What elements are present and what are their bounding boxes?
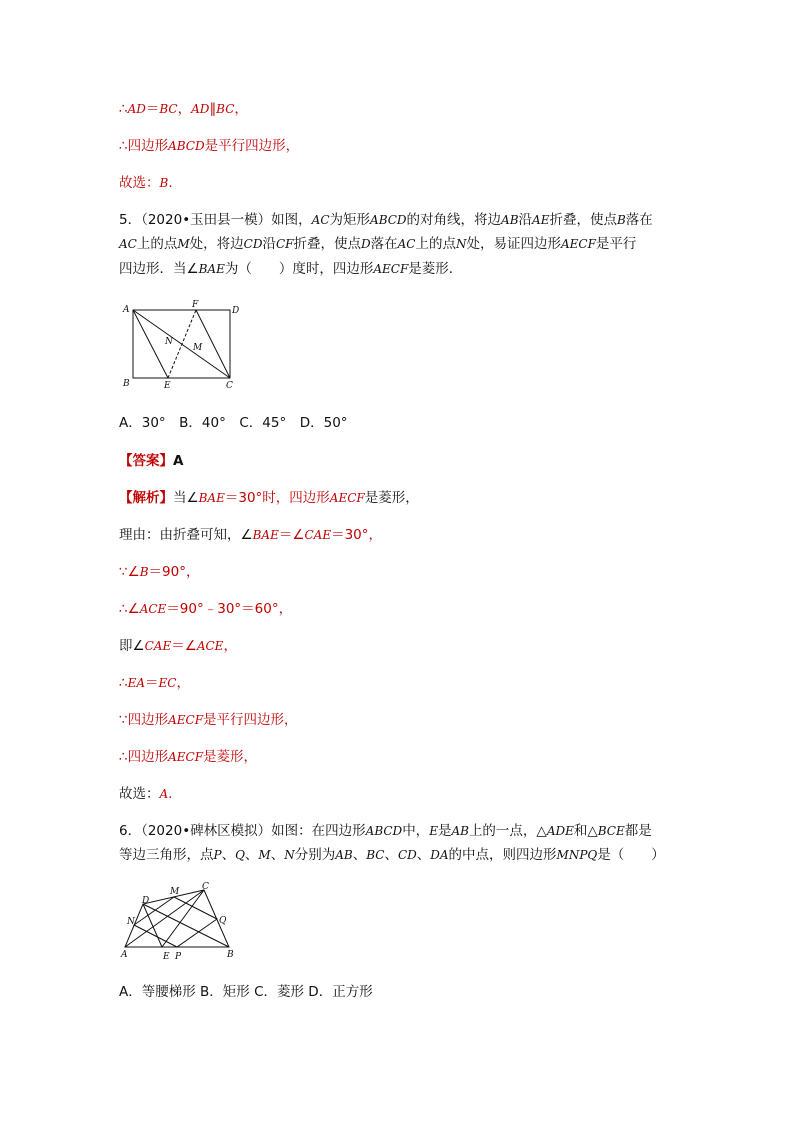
label-d: D bbox=[232, 306, 240, 316]
label-m: M bbox=[170, 887, 180, 897]
q5-analysis-line-5: 即∠CAE＝∠ACE， bbox=[119, 638, 237, 654]
label-d: D bbox=[142, 896, 150, 906]
q6-figure bbox=[118, 882, 243, 962]
q5-stem-line-3: 四边形．当∠BAE为（ ）度时，四边形AECF是菱形． bbox=[119, 261, 463, 277]
label-n: N bbox=[165, 337, 173, 347]
q5-stem-line-1: 5．（2020•玉田县一模）如图，AC为矩形ABCD的对角线，将边AB沿AE折叠，使点B落在 bbox=[119, 212, 653, 228]
prev-line-2: ∴四边形ABCD是平行四边形， bbox=[119, 138, 300, 154]
q5-answer: 【答案】A bbox=[119, 453, 184, 469]
prev-line-3: 故选：B. bbox=[119, 175, 173, 191]
label-n: N bbox=[127, 917, 135, 927]
q6-stem-line-1: 6．（2020•碑林区模拟）如图：在四边形ABCD中，E是AB上的一点，△ADE和△BCE都是 bbox=[119, 823, 652, 839]
q5-stem-line-2: AC上的点M处，将边CD沿CF折叠，使点D落在AC上的点N处，易证四边形AECF是平行 bbox=[119, 236, 637, 252]
label-a: A bbox=[123, 305, 130, 315]
q5-analysis-line-2: 理由：由折叠可知，∠BAE＝∠CAE＝30°， bbox=[119, 527, 383, 543]
q5-analysis-line-8: ∴四边形AECF是菱形， bbox=[119, 749, 258, 765]
segment-de bbox=[143, 904, 162, 947]
label-c: C bbox=[226, 381, 233, 391]
label-b: B bbox=[123, 379, 130, 389]
q5-analysis-line-9: 故选：A. bbox=[119, 786, 173, 802]
label-q: Q bbox=[219, 916, 227, 926]
q5-figure bbox=[118, 298, 248, 392]
label-f: F bbox=[192, 300, 199, 310]
label-b: B bbox=[227, 950, 234, 960]
label-e: E bbox=[163, 952, 170, 962]
q5-analysis-line-7: ∵四边形AECF是平行四边形， bbox=[119, 712, 298, 728]
label-p: P bbox=[175, 952, 182, 962]
prev-line-1: ∴AD＝BC，AD∥BC， bbox=[119, 101, 248, 117]
label-e: E bbox=[164, 381, 171, 391]
q6-stem-line-2: 等边三角形，点P、Q、M、N分别为AB、BC、CD、DA的中点，则四边形MNPQ是（ ） bbox=[119, 847, 665, 863]
q6-options: A．等腰梯形 B．矩形 C．菱形 D．正方形 bbox=[119, 984, 373, 1000]
q5-analysis-line-3: ∵∠B＝90°， bbox=[119, 564, 200, 580]
q5-analysis-line-1: 【解析】当∠BAE＝30°时，四边形AECF是菱形， bbox=[119, 490, 419, 506]
q5-analysis-line-4: ∴∠ACE＝90°﹣30°＝60°， bbox=[119, 601, 293, 617]
label-c: C bbox=[202, 882, 209, 892]
label-m: M bbox=[193, 343, 203, 353]
q5-options: A．30° B．40° C．45° D．50° bbox=[119, 415, 348, 431]
label-a: A bbox=[121, 950, 128, 960]
fold-line-ae bbox=[133, 310, 168, 378]
q5-analysis-line-6: ∴EA＝EC， bbox=[119, 675, 190, 691]
